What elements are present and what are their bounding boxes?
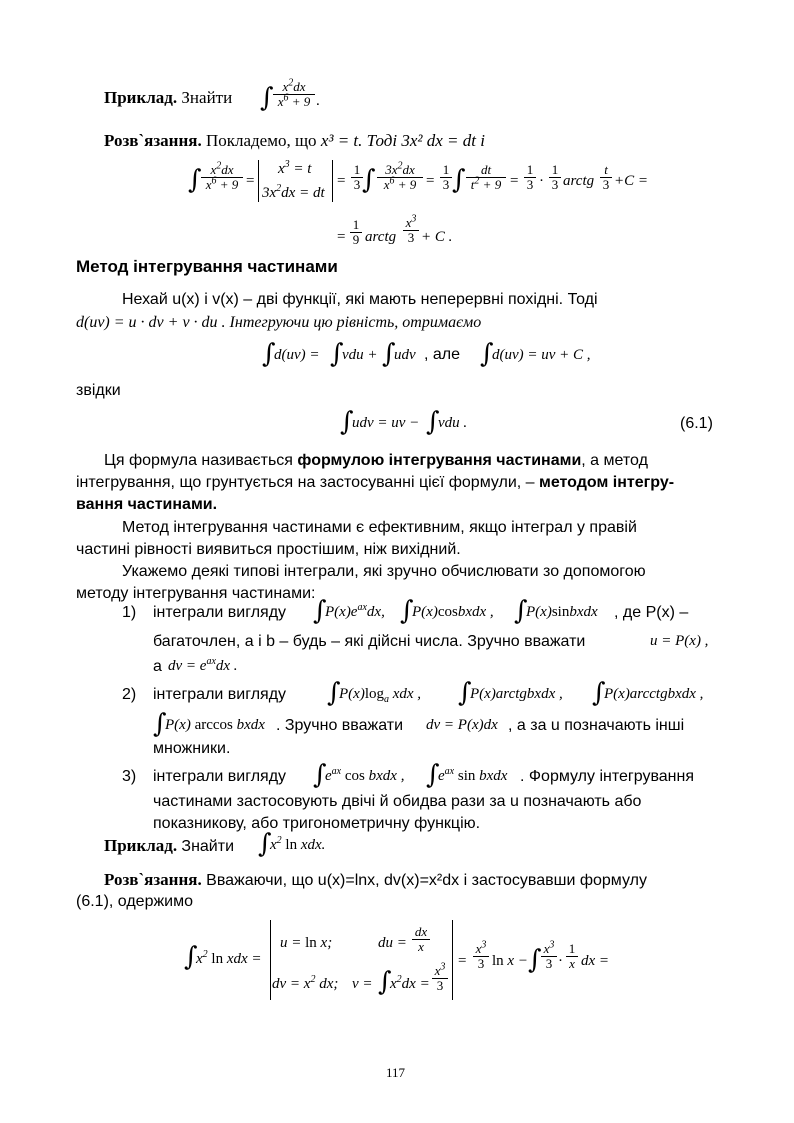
example1-title-line xyxy=(104,88,232,108)
integral-sign: ∫ xyxy=(313,760,327,790)
solution-text: Покладемо, що xyxy=(205,131,317,150)
integral-sign: ∫ xyxy=(362,165,376,195)
integral-sign: ∫ xyxy=(260,83,274,113)
parts-v: v = xyxy=(352,976,373,992)
equals: = xyxy=(337,173,346,189)
equation-number: (6.1) xyxy=(680,415,713,432)
fraction-dx-over-x: $\frac{dx}{x}$ xyxy=(412,925,430,954)
fraction-one-third: $\frac{1}{3}$ xyxy=(440,163,452,192)
constant-c: + C . xyxy=(421,229,453,245)
example1-solution-line xyxy=(104,131,485,151)
but-text: , але xyxy=(424,346,461,363)
whence-text: звідки xyxy=(76,382,121,399)
list-item-number: 3) xyxy=(122,768,137,785)
bold-text: формулою інтегрування частинами xyxy=(297,452,582,469)
list-item-tail: . Формулу інтегрування xyxy=(520,768,695,785)
equals: = xyxy=(337,229,346,245)
integral-sign: ∫ xyxy=(426,760,440,790)
equals: = xyxy=(426,173,435,189)
paragraph-line xyxy=(104,451,648,471)
integral-sign: ∫ xyxy=(382,339,396,369)
equation-part: vdu . xyxy=(438,415,468,431)
example-label: Приклад. xyxy=(104,836,178,855)
list-item-tail: , де P(x) – xyxy=(614,604,689,621)
solution-text: Вважаючи, що u(x)=lnx, dv(x)=x²dx і застосувавши формулу xyxy=(206,872,647,889)
equation-part: P(x)arctgbxdx , xyxy=(470,686,563,702)
fraction-x3-over-3: $\frac{x^3}{3}$ xyxy=(541,942,557,971)
text: інтегрування, що грунтується на застосуванні цієї формули, – xyxy=(76,474,535,491)
equation-part: $P(x)e^{ax}dx$, xyxy=(325,602,385,620)
example-text: Знайти xyxy=(181,88,233,107)
equation-part: dx = xyxy=(581,953,610,969)
integral-sign: ∫ xyxy=(258,829,272,859)
list-item-number: 1) xyxy=(122,604,137,621)
equation-part: ln x − xyxy=(492,953,528,969)
equation-part: $x^2$ ln xdx = xyxy=(196,949,262,967)
equation-part: $P(x)\log_a$ xdx , xyxy=(339,686,422,705)
parts-bar-right xyxy=(452,920,453,1000)
bold-text: методом інтегру- xyxy=(539,474,675,491)
fraction-t-over-3: $\frac{t}{3}$ xyxy=(600,163,612,192)
subst-bar-left xyxy=(258,160,259,202)
equation-part: P(x)sinbxdx xyxy=(526,604,598,620)
list-item-line: , а за u позначають інші xyxy=(508,717,685,734)
section-heading: Метод інтегрування частинами xyxy=(76,257,338,276)
list-item-line: багаточлен, a і b – будь – які дійсні числа. Зручно вважати xyxy=(153,633,586,650)
integral-sign: ∫ xyxy=(514,596,528,626)
fraction: $\frac{3x^2dx}{x^6 + 9}$ xyxy=(377,163,423,192)
integral-sign: ∫ xyxy=(313,596,327,626)
equation-part: P(x)arcctgbxdx , xyxy=(604,686,704,702)
list-item-line: частинами застосовують двічі й обидва рази за u позначають або xyxy=(153,793,642,810)
example2-title-line xyxy=(104,836,234,857)
integral-sign: ∫ xyxy=(184,942,198,972)
text: , а метод xyxy=(581,452,648,469)
fraction-one-third: $\frac{1}{3}$ xyxy=(549,163,561,192)
integral-sign: ∫ xyxy=(340,407,354,437)
subst-top: $x^3 = t$ xyxy=(278,159,312,177)
integral-sign: ∫ xyxy=(480,339,494,369)
paragraph-line xyxy=(76,473,674,493)
parts-dv: dv = $x^2$ dx; xyxy=(272,974,339,992)
fraction-1-over-x: $\frac{1}{x}$ xyxy=(566,942,578,971)
integral-sign: ∫ xyxy=(458,678,472,708)
equation-part: d(uv) = uv + C , xyxy=(492,347,591,363)
solution-label: Розв`язання. xyxy=(104,131,202,150)
integral-sign: ∫ xyxy=(188,165,202,195)
integral-sign: ∫ xyxy=(327,678,341,708)
equation-part: P(x)cosbxdx , xyxy=(412,604,494,620)
text: Ця формула називається xyxy=(104,452,293,469)
paragraph-line xyxy=(76,313,481,333)
paragraph-line: методу інтегрування частинами: xyxy=(76,585,316,602)
integral-sign: ∫ xyxy=(592,678,606,708)
fraction-x2-over-x6-plus-9: $\frac{x^2dx}{x^6 + 9}$ xyxy=(273,80,315,109)
list-item-line: показникову, або тригонометричну функцію. xyxy=(153,815,481,832)
list-item-line: . Зручно вважати xyxy=(276,717,404,734)
equation-part: udv = uv − xyxy=(352,415,420,431)
fraction-x3-over-3: $\frac{x^3}{3}$ xyxy=(403,216,419,245)
substitution-text: x³ = t. Тоді 3x² dx = dt і xyxy=(320,131,485,150)
fraction-one-third: $\frac{1}{3}$ xyxy=(524,163,536,192)
equation-part: $x^2$ ln xdx. xyxy=(270,835,326,853)
parts-bar-left xyxy=(270,920,271,1000)
dot: · xyxy=(558,953,563,969)
solution-label: Розв`язання. xyxy=(104,870,202,889)
example2-solution-line: (6.1), одержимо xyxy=(76,893,194,910)
integral-sign: ∫ xyxy=(330,339,344,369)
equation-part: d(uv) = xyxy=(274,347,320,363)
equation-part: u = P(x) , xyxy=(650,633,709,649)
example-text: Знайти xyxy=(181,838,235,855)
fraction-one-ninth: $\frac{1}{9}$ xyxy=(350,218,362,247)
list-item-number: 2) xyxy=(122,686,137,703)
integral-sign: ∫ xyxy=(426,407,440,437)
constant-c: +C = xyxy=(614,173,648,189)
equals: = xyxy=(510,173,519,189)
equation-part: dv = P(x)dx xyxy=(426,717,498,733)
fraction-x3-over-3: $\frac{x^3}{3}$ xyxy=(432,964,448,993)
list-item-lead: інтеграли вигляду xyxy=(153,768,287,785)
fraction-x3-over-3: $\frac{x^3}{3}$ xyxy=(473,942,489,971)
list-item-lead: інтеграли вигляду xyxy=(153,686,287,703)
subst-bottom: $3x^2dx$ = dt xyxy=(262,183,325,201)
paragraph-line: частині рівності виявиться простішим, ніж вихідний. xyxy=(76,541,461,558)
paragraph-line xyxy=(122,290,718,310)
paragraph-line: вання частинами. xyxy=(76,496,218,513)
equation-part: dv = $e^{ax}dx$ . xyxy=(168,656,238,674)
fraction: $\frac{x^2dx}{x^6 + 9}$ xyxy=(201,163,243,192)
integral-sign: ∫ xyxy=(452,165,466,195)
paragraph-line: Метод інтегрування частинами є ефективним, якщо інтеграл у правій xyxy=(122,519,637,536)
paragraph-line: Укажемо деякі типові інтеграли, які зручно обчислювати зо допомогою xyxy=(122,563,646,580)
equation-part: udv xyxy=(394,347,416,363)
list-item-lead: інтеграли вигляду xyxy=(153,604,287,621)
text: Нехай u(x) і v(x) – дві функції, які мають неперервні похідні. Тоді xyxy=(122,291,598,308)
example2-solution-line xyxy=(104,870,647,891)
parts-v-integrand: $x^2dx$ = xyxy=(390,974,430,992)
arctg: arctg xyxy=(365,229,397,245)
parts-du: du = xyxy=(378,935,407,951)
equation-part: vdu + xyxy=(342,347,378,363)
page-number: 117 xyxy=(386,1065,406,1080)
text: d(uv) = u · dv + v · du . Інтегруючи цю рівність, отримаємо xyxy=(76,314,482,331)
integral-sign: ∫ xyxy=(378,967,392,997)
integral-sign: ∫ xyxy=(153,709,167,739)
equation-part: $e^{ax}$ cos bxdx , xyxy=(325,766,405,784)
list-item-line: множники. xyxy=(153,740,231,757)
integral-sign: ∫ xyxy=(400,596,414,626)
fraction-one-third: $\frac{1}{3}$ xyxy=(351,163,363,192)
fraction: $\frac{dt}{t^2 + 9}$ xyxy=(466,163,506,192)
equation-part: $e^{ax}$ sin bxdx xyxy=(438,766,508,784)
equals: = xyxy=(458,953,467,969)
list-item-line: а xyxy=(153,658,162,675)
integral-sign: ∫ xyxy=(528,945,542,975)
dot: · xyxy=(539,173,544,189)
equation-part: P(x) arccos bxdx xyxy=(165,717,265,733)
integral-sign: ∫ xyxy=(262,339,276,369)
period: . xyxy=(316,93,320,109)
arctg: arctg xyxy=(563,173,595,189)
equals: = xyxy=(246,173,255,189)
subst-bar-right xyxy=(332,160,333,202)
example-label: Приклад. xyxy=(104,88,178,107)
parts-u: u = ln x; xyxy=(280,935,333,951)
